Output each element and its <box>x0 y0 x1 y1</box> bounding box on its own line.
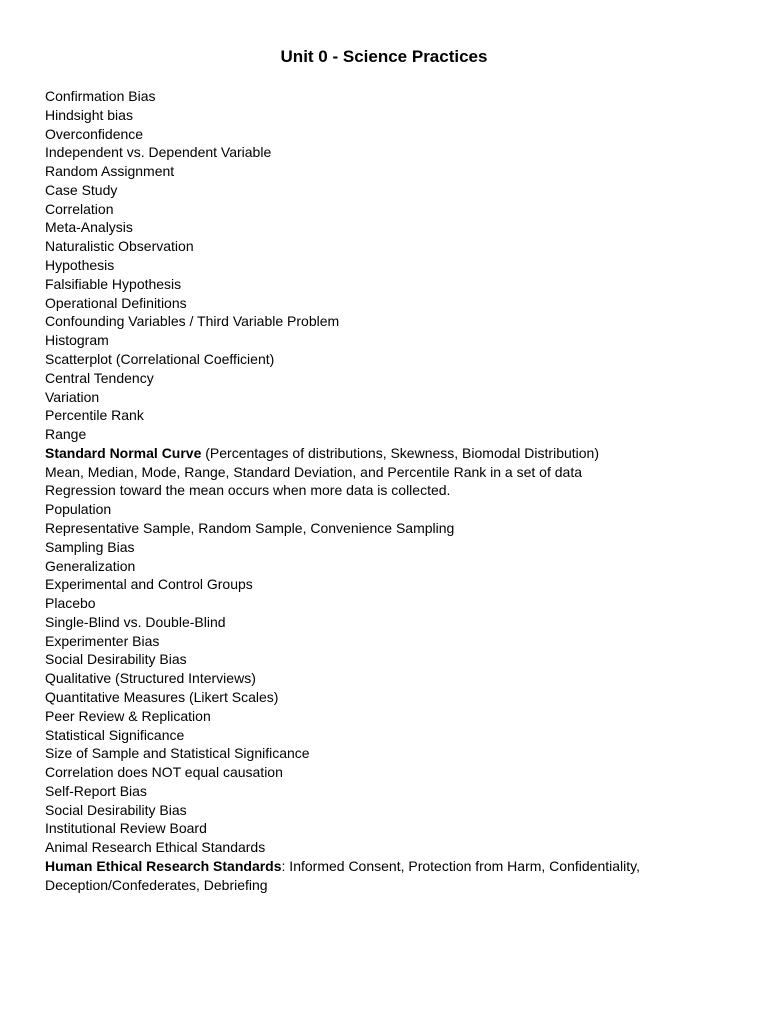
term-item: Regression toward the mean occurs when more data is collected. <box>45 482 451 499</box>
term-item-normal-curve <box>45 444 725 463</box>
term-item: Hindsight bias <box>45 106 133 123</box>
term-item: Confounding Variables / Third Variable Problem <box>45 313 340 330</box>
term-item: Overconfidence <box>45 125 144 142</box>
term-item: Experimental and Control Groups <box>45 576 253 593</box>
term-item: Percentile Rank <box>45 407 144 424</box>
term-item: Confirmation Bias <box>45 88 156 104</box>
term-item: Representative Sample, Random Sample, Convenience Sampling <box>45 519 455 536</box>
term-item: Institutional Review Board <box>45 820 207 837</box>
term-item: Statistical Significance <box>45 726 185 743</box>
term-item: Social Desirability Bias <box>45 651 187 668</box>
term-heading: Human Ethical Research Standards <box>45 858 282 875</box>
term-item: Quantitative Measures (Likert Scales) <box>45 689 279 705</box>
term-item: Peer Review & Replication <box>45 707 211 724</box>
term-item: Animal Research Ethical Standards <box>45 839 266 856</box>
term-item: Social Desirability Bias <box>45 801 187 818</box>
term-item: Independent vs. Dependent Variable <box>45 144 272 161</box>
term-item: Meta-Analysis <box>45 219 133 236</box>
term-item: Size of Sample and Statistical Significance <box>45 745 310 762</box>
page-title: Unit 0 - Science Practices <box>280 47 488 66</box>
term-item: Operational Definitions <box>45 294 187 311</box>
term-item: Single-Blind vs. Double-Blind <box>45 613 226 630</box>
term-item: Sampling Bias <box>45 538 135 555</box>
term-item: Naturalistic Observation <box>45 238 194 255</box>
term-item: Hypothesis <box>45 257 115 274</box>
term-item: Self-Report Bias <box>45 782 147 799</box>
term-item: Population <box>45 501 112 518</box>
term-item: Qualitative (Structured Interviews) <box>45 670 256 687</box>
term-detail: : Informed Consent, Protection from Harm, Confidentiality, Deception/Confederates, Debriefing <box>45 858 640 893</box>
term-item: Mean, Median, Mode, Range, Standard Deviation, and Percentile Rank in a set of data <box>45 463 582 480</box>
term-detail: (Percentages of distributions, Skewness, Biomodal Distribution) <box>201 444 600 461</box>
term-item: Generalization <box>45 557 136 574</box>
term-item: Variation <box>45 388 100 405</box>
term-item: Central Tendency <box>45 369 154 386</box>
term-heading: Standard Normal Curve <box>45 444 202 461</box>
terms-list <box>45 87 725 895</box>
term-item: Case Study <box>45 181 118 198</box>
term-item: Correlation <box>45 200 114 217</box>
term-item: Range <box>45 426 87 443</box>
term-item: Experimenter Bias <box>45 632 160 649</box>
term-item: Placebo <box>45 595 96 612</box>
term-item: Falsifiable Hypothesis <box>45 275 182 292</box>
term-item: Correlation does NOT equal causation <box>45 764 283 781</box>
term-item: Random Assignment <box>45 163 175 180</box>
term-item-human-standards <box>45 857 725 895</box>
term-item: Scatterplot (Correlational Coefficient) <box>45 350 275 367</box>
term-item: Histogram <box>45 332 109 349</box>
